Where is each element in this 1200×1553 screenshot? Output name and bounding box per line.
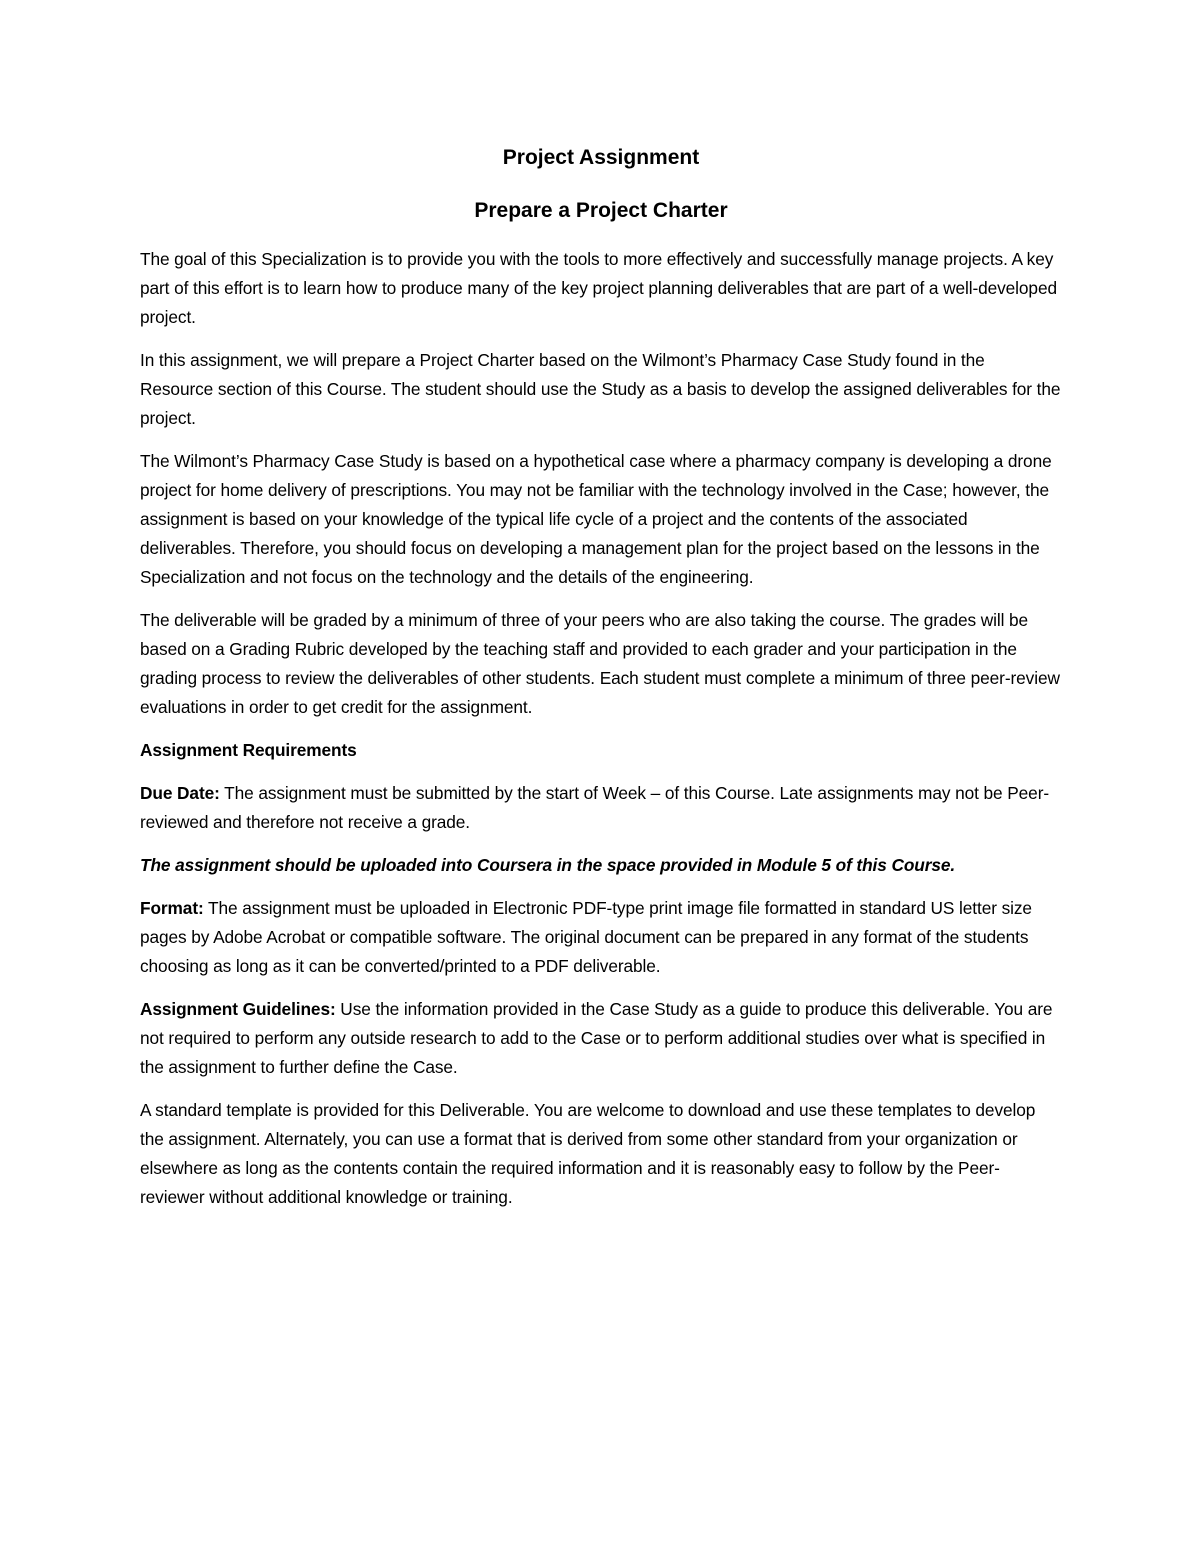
due-date-label: Due Date: [140, 783, 220, 803]
format-paragraph [140, 894, 1062, 981]
format-text: The assignment must be uploaded in Electronic PDF-type print image file formatted in standard US letter size pages by Adobe Acrobat or compatible software. The original document can be prepared in any format of the students choosing as long as it can be converted/printed to a PDF deliverable. [140, 898, 1032, 976]
upload-note: The assignment should be uploaded into Coursera in the space provided in Module 5 of this Course. [140, 855, 956, 875]
guidelines-paragraph [140, 995, 1062, 1082]
guidelines-text: Use the information provided in the Case Study as a guide to produce this deliverable. You are not required to perform any outside research to add to the Case or to perform additional studies over what is specified in the assignment to further define the Case. [140, 999, 1053, 1077]
format-label: Format: [140, 898, 204, 918]
due-date-text: The assignment must be submitted by the start of Week – of this Course. Late assignments may not be Peer-reviewed and therefore not receive a grade. [140, 783, 1050, 832]
guidelines-label: Assignment Guidelines: [140, 999, 336, 1019]
closing-paragraph: A standard template is provided for this Deliverable. You are welcome to download and use these templates to develop the assignment. Alternately, you can use a format that is derived from some other standard from your organization or elsewhere as long as the contents contain the required information and it is reasonably easy to follow by the Peer-reviewer without additional knowledge or training. [140, 1100, 1036, 1207]
document-body [140, 140, 1062, 1212]
case-study-paragraph: The Wilmont’s Pharmacy Case Study is based on a hypothetical case where a pharmacy company is developing a drone project for home delivery of prescriptions. You may not be familiar with the technology involved in the Case; however, the assignment is based on your knowledge of the typical life cycle of a project and the contents of the associated deliverables. Therefore, you should focus on developing a management plan for the project based on the lessons in the Specialization and not focus on the technology and the details of the engineering. [140, 451, 1052, 587]
grading-paragraph: The deliverable will be graded by a minimum of three of your peers who are also taking the course. The grades will be based on a Grading Rubric developed by the teaching staff and provided to each grader and your participation in the grading process to review the deliverables of other students. Each student must complete a minimum of three peer-review evaluations in order to get credit for the assignment. [140, 610, 1060, 717]
intro-paragraph: The goal of this Specialization is to provide you with the tools to more effectively and successfully manage projects. A key part of this effort is to learn how to produce many of the key project planning deliverables that are part of a well-developed project. [140, 249, 1057, 327]
assignment-paragraph: In this assignment, we will prepare a Project Charter based on the Wilmont’s Pharmacy Case Study found in the Resource section of this Course. The student should use the Study as a basis to develop the assigned deliverables for the project. [140, 350, 1061, 428]
due-date-paragraph [140, 779, 1062, 837]
document-title: Project Assignment [502, 146, 700, 169]
document-subtitle: Prepare a Project Charter [474, 199, 728, 222]
requirements-heading: Assignment Requirements [140, 740, 357, 760]
